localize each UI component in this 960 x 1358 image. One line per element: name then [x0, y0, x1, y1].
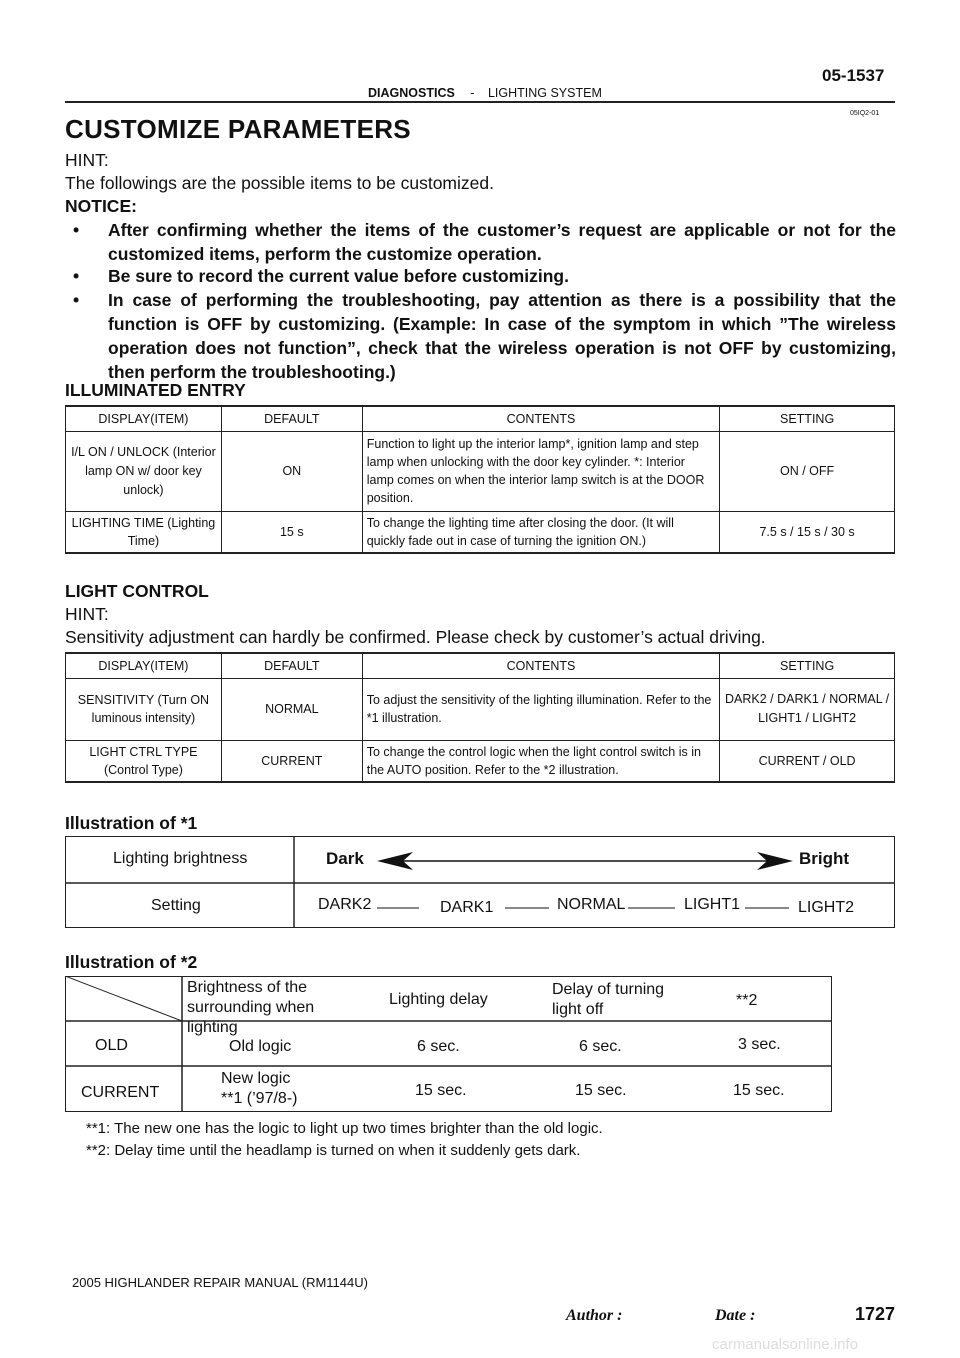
date-label: Date : [715, 1307, 756, 1324]
notice-label: NOTICE: [65, 196, 137, 216]
setting-dark2: DARK2 [318, 896, 372, 913]
notice-text: In case of performing the troubleshooting, pay attention as there is a possibility that the function is OFF by customizing. (Example: In case of the symptom in which ”The wireless operation does not function”, check that the wireless operation is not OFF by customizing, then perform the troubleshooting.) [108, 290, 896, 382]
cell-off-delay: 6 sec. [579, 1038, 622, 1055]
cell-brightness: Old logic [229, 1038, 292, 1055]
col-header: DISPLAY(ITEM) [66, 653, 222, 678]
notice-item [73, 218, 896, 266]
illustration2 [65, 976, 832, 1112]
doc-code: 05IQ2-01 [850, 110, 880, 117]
illustration2-heading: Illustration of *2 [65, 952, 198, 972]
cell-setting: ON / OFF [720, 431, 895, 511]
col-header-2: **2 [736, 992, 758, 1009]
cell-setting: DARK2 / DARK1 / NORMAL / LIGHT1 / LIGHT2 [720, 678, 895, 740]
header-subsection: LIGHTING SYSTEM [487, 86, 602, 100]
illuminated-entry-heading: ILLUMINATED ENTRY [65, 380, 246, 400]
row-label-brightness: Lighting brightness [113, 850, 248, 867]
table-row [66, 511, 895, 553]
cell-contents: To change the control logic when the light control switch is in the AUTO position. Refer to the *2 illustration. [362, 740, 719, 782]
illustration1 [65, 836, 895, 928]
illuminated-entry-table [65, 405, 895, 554]
col-header: DEFAULT [221, 653, 362, 678]
header-section: DIAGNOSTICS [368, 86, 455, 100]
light-control-heading: LIGHT CONTROL [65, 581, 209, 601]
row-type-old: OLD [95, 1037, 128, 1054]
watermark: carmanualsonline.info [712, 1336, 858, 1353]
row-label-setting: Setting [151, 897, 201, 914]
table-row [66, 740, 895, 782]
bullet-icon: • [73, 220, 80, 240]
col-header: CONTENTS [362, 653, 719, 678]
col-header: CONTENTS [362, 406, 719, 431]
footer-page-number: 1727 [855, 1304, 896, 1324]
page-title: CUSTOMIZE PARAMETERS [65, 114, 411, 144]
notice-text: Be sure to record the current value before customizing. [108, 266, 569, 286]
setting-dark1: DARK1 [440, 899, 494, 916]
cell-item: LIGHT CTRL TYPE (Control Type) [66, 740, 222, 782]
notice-text: After confirming whether the items of the customer’s request are applicable or not for the customized items, perform the customize operation. [108, 220, 896, 264]
hint-text: The followings are the possible items to be customized. [65, 173, 494, 193]
cell-item: SENSITIVITY (Turn ON luminous intensity) [66, 678, 222, 740]
page-number: 05-1537 [822, 66, 885, 85]
header-separator: - [470, 86, 475, 100]
col-header: SETTING [720, 653, 895, 678]
cell-default: NORMAL [221, 678, 362, 740]
setting-normal: NORMAL [557, 896, 626, 913]
col-header: DEFAULT [221, 406, 362, 431]
cell-default: ON [221, 431, 362, 511]
cell-lighting-delay: 15 sec. [415, 1082, 467, 1099]
col-header-lighting-delay: Lighting delay [389, 991, 488, 1008]
cell-contents: Function to light up the interior lamp*, ignition lamp and step lamp when unlocking with the door key cylinder. *: Interior lamp comes on when the interior lamp switch is at the DOOR position. [362, 431, 719, 511]
row-type-current: CURRENT [81, 1084, 160, 1101]
light-control-hint-text: Sensitivity adjustment can hardly be confirmed. Please check by customer’s actual driving. [65, 627, 766, 647]
cell-setting: 7.5 s / 15 s / 30 s [720, 511, 895, 553]
notice-item [73, 264, 896, 288]
cell-default: CURRENT [221, 740, 362, 782]
hint-label: HINT: [65, 150, 109, 170]
cell-contents: To adjust the sensitivity of the lighting illumination. Refer to the *1 illustration. [362, 678, 719, 740]
col-header-brightness: Brightness of the surrounding when lighting [187, 979, 315, 1036]
col-header: SETTING [720, 406, 895, 431]
illustration1-heading: Illustration of *1 [65, 813, 198, 833]
manual-title: 2005 HIGHLANDER REPAIR MANUAL (RM1144U) [72, 1275, 368, 1290]
cell-lighting-delay: 6 sec. [417, 1038, 460, 1055]
col-header: DISPLAY(ITEM) [66, 406, 222, 431]
diagonal-slash [65, 976, 182, 1021]
light-control-hint-label: HINT: [65, 604, 109, 624]
running-header [368, 86, 602, 100]
setting-light1: LIGHT1 [684, 896, 741, 913]
cell-off-delay: 15 sec. [575, 1082, 627, 1099]
bullet-icon: • [73, 290, 80, 310]
notice-item [73, 288, 896, 384]
cell-setting: CURRENT / OLD [720, 740, 895, 782]
cell-brightness: New logic **1 (’97/8-) [221, 1070, 298, 1107]
light-control-table [65, 652, 895, 783]
cell-contents: To change the lighting time after closing the door. (It will quickly fade out in case of turning the ignition ON.) [362, 511, 719, 553]
cell-delay2: 15 sec. [733, 1082, 785, 1099]
note-1: **1: The new one has the logic to light up two times brighter than the old logic. [86, 1120, 603, 1137]
cell-default: 15 s [221, 511, 362, 553]
table-row [66, 678, 895, 740]
author-label: Author : [566, 1307, 623, 1324]
label-dark: Dark [326, 849, 364, 868]
col-header-off-delay: Delay of turning light off [552, 981, 665, 1018]
header-rule [65, 101, 895, 103]
cell-item: I/L ON / UNLOCK (Interior lamp ON w/ door key unlock) [66, 431, 222, 511]
cell-item: LIGHTING TIME (Lighting Time) [66, 511, 222, 553]
setting-light2: LIGHT2 [798, 899, 855, 916]
table-row [66, 431, 895, 511]
note-2: **2: Delay time until the headlamp is turned on when it suddenly gets dark. [86, 1142, 581, 1159]
label-bright: Bright [799, 849, 850, 868]
bullet-icon: • [73, 266, 80, 286]
cell-delay2: 3 sec. [738, 1036, 781, 1053]
